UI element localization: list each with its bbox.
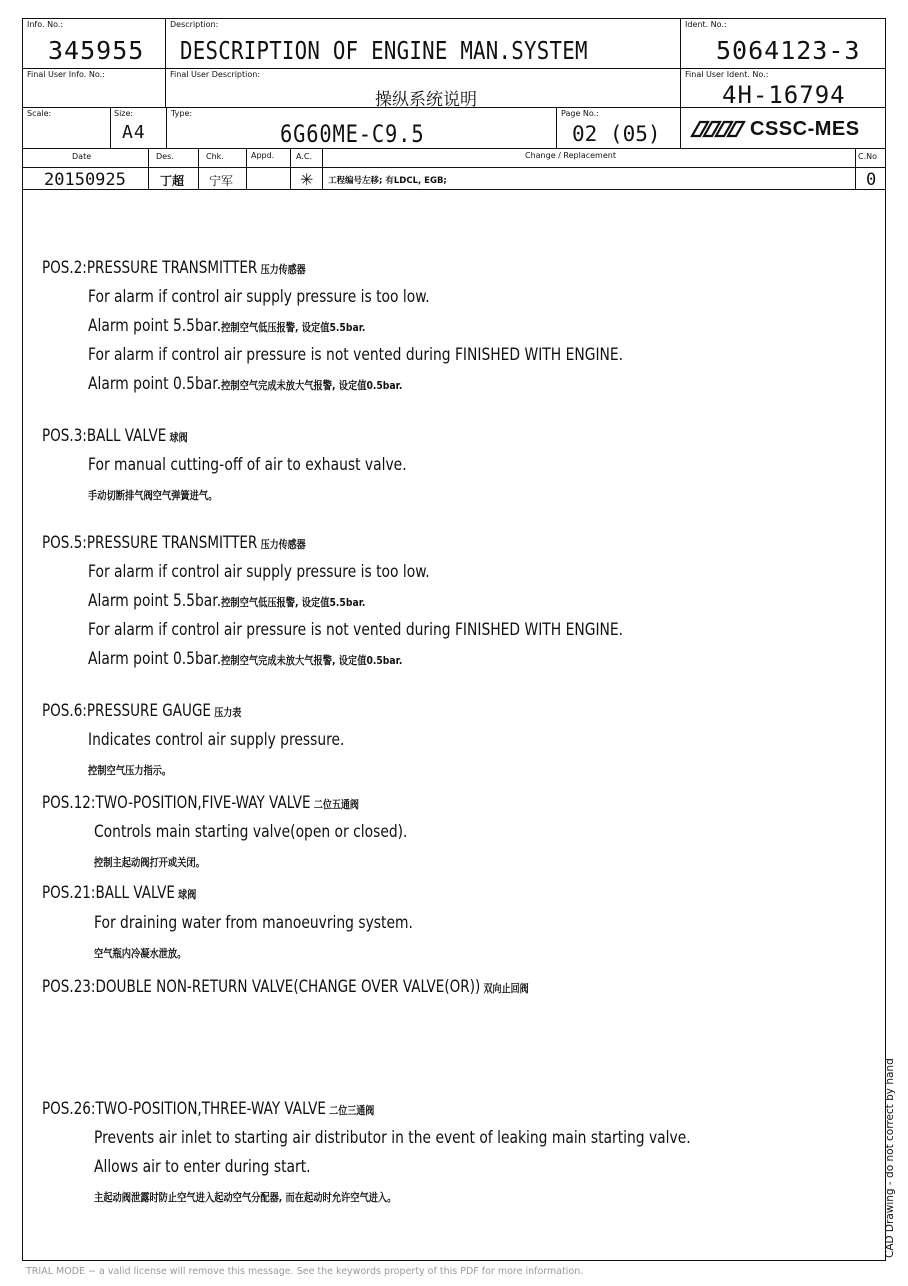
section-heading [42,793,359,812]
line-text-cn: 空气瓶内冷凝水泄放。 [94,947,187,960]
rule [22,167,886,168]
section-heading-en: POS.26:TWO-POSITION,THREE-WAY VALVE [42,1099,326,1118]
rule [165,18,166,107]
section-heading [42,533,306,552]
line-text-en: For alarm if control air pressure is not vented during FINISHED WITH ENGINE. [88,620,624,639]
section-line [88,759,171,778]
size-label: Size: [114,109,134,118]
ident-no: 5064123-3 [716,36,861,65]
change-text: 工程编号左移; 有LDCL, EGB; [328,176,447,186]
info-no: 345955 [48,36,145,65]
page-no-label: Page No.: [561,109,599,118]
trial-notice: TRIAL MODE − a valid license will remove this message. See the keywords property of this PDF for more information. [26,1266,584,1277]
final-user-desc: 操纵系统说明 [375,90,477,110]
final-user-desc-label: Final User Description: [170,70,261,79]
line-text-cn: 控制空气低压报警, 设定值5.5bar. [221,321,366,334]
date: 20150925 [44,170,126,190]
section-line [94,822,407,841]
company-logo-icon [690,119,746,139]
section-line [88,374,402,393]
line-text-en: Alarm point 5.5bar. [88,591,222,610]
type-label: Type: [171,109,193,118]
line-text-cn: 控制空气低压报警, 设定值5.5bar. [221,596,366,609]
rule [22,148,886,149]
section-heading-cn: 二位三通阀 [329,1104,375,1117]
line-text-en: Prevents air inlet to starting air distributor in the event of leaking main starting valve. [94,1128,691,1147]
type: 6G60ME-C9.5 [280,120,425,148]
section-heading-cn: 压力表 [214,706,242,719]
chk-label: Chk. [206,152,224,161]
line-text-cn: 控制空气完成未放大气报警, 设定值0.5bar. [221,654,403,667]
rule [148,148,149,189]
des-label: Des. [156,152,174,161]
section-line [88,730,344,749]
section-line [88,562,430,581]
section-heading-cn: 双向止回阀 [483,982,529,995]
date-label: Date [72,152,92,161]
section-line [94,1186,396,1205]
appd-label: Appd. [251,151,275,160]
ac-mark: ✳ [300,170,314,189]
rule [322,148,323,189]
section-line [88,591,365,610]
section-line [88,620,623,639]
section-heading [42,426,188,445]
rule [198,148,199,189]
change-number: 0 [866,170,878,190]
designer: 丁超 [160,174,185,188]
section-heading-en: POS.2:PRESSURE TRANSMITTER [42,258,258,277]
ident-no-label: Ident. No.: [685,20,727,29]
line-text-cn: 控制主起动阀打开或关闭。 [94,856,205,869]
rule [166,107,167,148]
section-line [94,1157,311,1176]
line-text-cn: 主起动阀泄露时防止空气进入起动空气分配器, 而在起动时允许空气进入。 [94,1191,397,1204]
line-text-en: For manual cutting-off of air to exhaust valve. [88,455,407,474]
section-heading [42,977,529,996]
section-heading-cn: 球阀 [178,888,197,901]
company-name: CSSC-MES [750,118,860,140]
section-heading-en: POS.6:PRESSURE GAUGE [42,701,211,720]
line-text-cn: 控制空气压力指示。 [88,764,172,777]
line-text-en: Indicates control air supply pressure. [88,730,345,749]
description: DESCRIPTION OF ENGINE MAN.SYSTEM [180,36,588,65]
rule [290,148,291,189]
description-label: Description: [170,20,219,29]
section-line [94,1128,691,1147]
scale-label: Scale: [27,109,52,118]
checker: 宁军 [209,174,234,188]
line-text-cn: 控制空气完成未放大气报警, 设定值0.5bar. [221,379,403,392]
rule [110,107,111,148]
line-text-en: For alarm if control air supply pressure is too low. [88,287,430,306]
ac-label: A.C. [296,152,313,161]
line-text-en: Controls main starting valve(open or closed). [94,822,408,841]
final-user-ident-label: Final User Ident. No.: [685,70,769,79]
section-heading [42,701,241,720]
size: A4 [122,122,146,143]
line-text-en: Alarm point 0.5bar. [88,374,222,393]
section-heading-cn: 压力传感器 [260,263,306,276]
section-line [88,316,365,335]
cno-label: C.No [858,152,878,161]
page-no: 02 (05) [572,122,661,146]
line-text-en: For alarm if control air pressure is not vented during FINISHED WITH ENGINE. [88,345,624,364]
section-heading-cn: 二位五通阀 [313,798,359,811]
cad-note: CAD Drawing - do not correct by hand [884,1058,896,1258]
line-text-en: For draining water from manoeuvring system. [94,913,413,932]
final-user-info-label: Final User Info. No.: [27,70,105,79]
section-heading-en: POS.5:PRESSURE TRANSMITTER [42,533,258,552]
section-heading-en: POS.21:BALL VALVE [42,883,175,902]
line-text-en: Alarm point 0.5bar. [88,649,222,668]
section-heading-en: POS.12:TWO-POSITION,FIVE-WAY VALVE [42,793,311,812]
rule [556,107,557,148]
section-line [88,287,430,306]
rule [246,148,247,189]
section-heading-cn: 压力传感器 [260,538,306,551]
section-heading-en: POS.3:BALL VALVE [42,426,167,445]
final-user-ident: 4H-16794 [722,81,846,109]
section-line [94,851,205,870]
line-text-en: Alarm point 5.5bar. [88,316,222,335]
section-heading [42,883,196,902]
section-line [88,484,217,503]
line-text-cn: 手动切断排气阀空气弹簧进气。 [88,489,218,502]
info-no-label: Info. No.: [27,20,64,29]
section-heading [42,258,306,277]
section-line [88,345,623,364]
section-line [94,913,413,932]
section-line [94,942,186,961]
section-line [88,455,407,474]
section-line [88,649,402,668]
section-heading-cn: 球阀 [169,431,188,444]
rule [680,18,681,148]
section-heading-en: POS.23:DOUBLE NON-RETURN VALVE(CHANGE OVER VALVE(OR)) [42,977,481,996]
change-label: Change / Replacement [525,151,616,160]
section-heading [42,1099,374,1118]
rule [855,148,856,189]
line-text-en: For alarm if control air supply pressure is too low. [88,562,430,581]
rule [22,189,886,190]
line-text-en: Allows air to enter during start. [94,1157,311,1176]
rule [22,68,886,69]
drawing-frame [22,18,886,1261]
